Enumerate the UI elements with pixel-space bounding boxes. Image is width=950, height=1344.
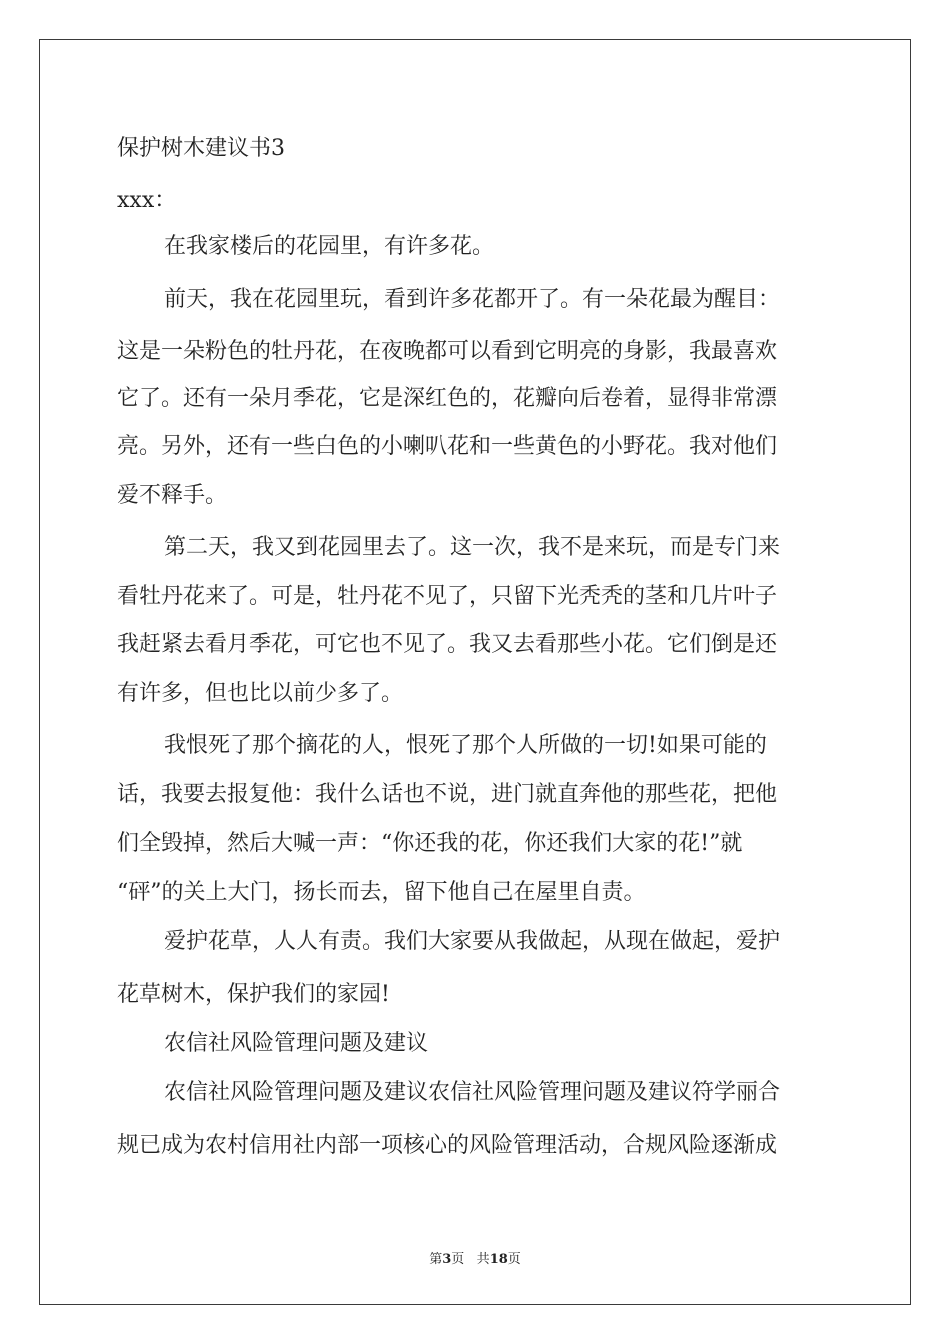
page-border (39, 39, 911, 1305)
section-heading: 农信社风险管理问题及建议 (164, 1031, 429, 1056)
total-pages: 18 (489, 1252, 508, 1267)
total-prefix: 共 (476, 1252, 490, 1267)
paragraph-line: 农信社风险管理问题及建议农信社风险管理问题及建议符学丽合 (164, 1080, 781, 1105)
page-number: 3 (442, 1252, 452, 1267)
paragraph-line: 们全毁掉，然后大喊一声：“你还我的花，你还我们大家的花!”就 (117, 831, 743, 856)
document-title: 保护树木建议书3 (117, 136, 285, 161)
paragraph-line: 爱护花草，人人有责。我们大家要从我做起，从现在做起，爱护 (164, 929, 781, 954)
paragraph-line: 看牡丹花来了。可是，牡丹花不见了，只留下光秃秃的茎和几片叶子 (117, 584, 778, 609)
paragraph-line: 我赶紧去看月季花，可它也不见了。我又去看那些小花。它们倒是还 (117, 632, 778, 657)
paragraph-line: 我恨死了那个摘花的人，恨死了那个人所做的一切!如果可能的 (164, 733, 767, 758)
paragraph-line: 这是一朵粉色的牡丹花，在夜晚都可以看到它明亮的身影，我最喜欢 (117, 339, 778, 364)
paragraph-line: 规已成为农村信用社内部一项核心的风险管理活动，合规风险逐渐成 (117, 1133, 778, 1158)
paragraph-line: 有许多，但也比以前少多了。 (117, 681, 404, 706)
paragraph-line: 花草树木，保护我们的家园! (117, 982, 390, 1007)
total-suffix: 页 (507, 1252, 521, 1267)
paragraph-line: 前天，我在花园里玩，看到许多花都开了。有一朵花最为醒目： (164, 287, 781, 312)
page-footer (0, 1248, 950, 1267)
page-suffix: 页 (451, 1252, 465, 1267)
salutation: xxx： (117, 188, 177, 213)
paragraph-line: 在我家楼后的花园里，有许多花。 (164, 234, 495, 259)
paragraph-line: 爱不释手。 (117, 483, 228, 508)
paragraph-line: 亮。另外，还有一些白色的小喇叭花和一些黄色的小野花。我对他们 (117, 434, 778, 459)
page-prefix: 第 (429, 1252, 443, 1267)
paragraph-line: 第二天，我又到花园里去了。这一次，我不是来玩，而是专门来 (164, 535, 781, 560)
paragraph-line: 话，我要去报复他：我什么话也不说，进门就直奔他的那些花，把他 (117, 782, 778, 807)
paragraph-line: 它了。还有一朵月季花，它是深红色的，花瓣向后卷着，显得非常漂 (117, 386, 778, 411)
paragraph-line: “砰”的关上大门，扬长而去，留下他自己在屋里自责。 (117, 880, 646, 905)
